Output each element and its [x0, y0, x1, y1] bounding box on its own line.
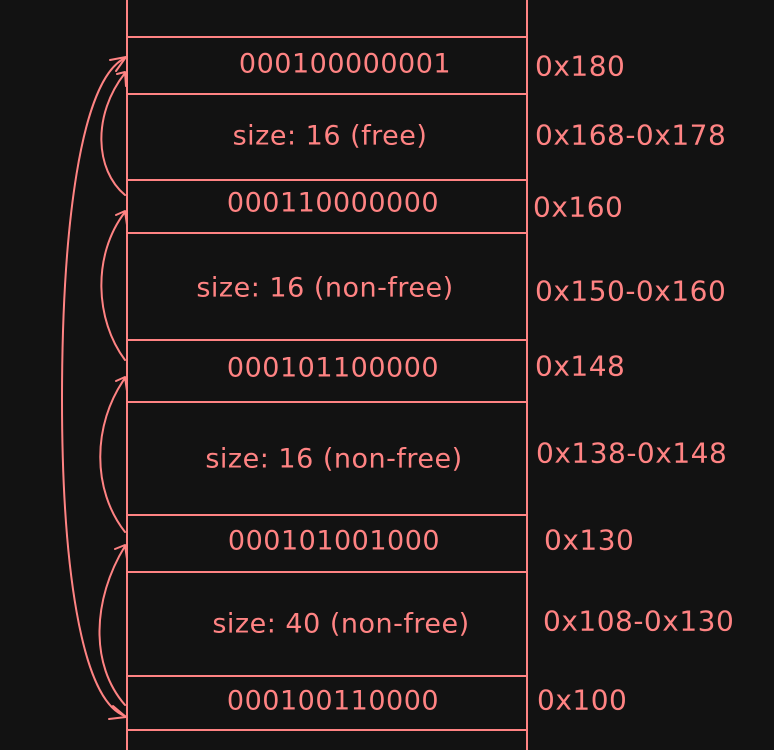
address-label: 0x150-0x160 [535, 274, 727, 308]
address-label: 0x138-0x148 [536, 436, 728, 470]
header-bits-text: 000101100000 [226, 352, 440, 384]
link-arrow [99, 546, 125, 705]
header-bits-text: 000100110000 [226, 685, 440, 717]
address-label: 0x180 [535, 49, 626, 83]
address-label: 0x130 [544, 523, 635, 557]
address-label: 0x148 [535, 349, 626, 383]
header-bits-text: 000101001000 [227, 525, 441, 557]
block-size-text: size: 16 (free) [232, 120, 428, 152]
link-arrow [101, 73, 125, 195]
block-size-text: size: 16 (non-free) [196, 272, 454, 304]
address-label: 0x160 [533, 190, 624, 224]
link-arrow-long [62, 58, 125, 716]
link-arrow [101, 212, 125, 360]
header-bits-text: 000100000001 [238, 48, 452, 80]
header-bits-text: 000110000000 [226, 187, 440, 219]
address-label: 0x168-0x178 [535, 118, 727, 152]
address-label: 0x100 [537, 683, 628, 717]
block-size-text: size: 16 (non-free) [205, 443, 463, 475]
block-size-text: size: 40 (non-free) [212, 608, 470, 640]
address-label: 0x108-0x130 [543, 604, 735, 638]
link-arrow [100, 378, 125, 532]
